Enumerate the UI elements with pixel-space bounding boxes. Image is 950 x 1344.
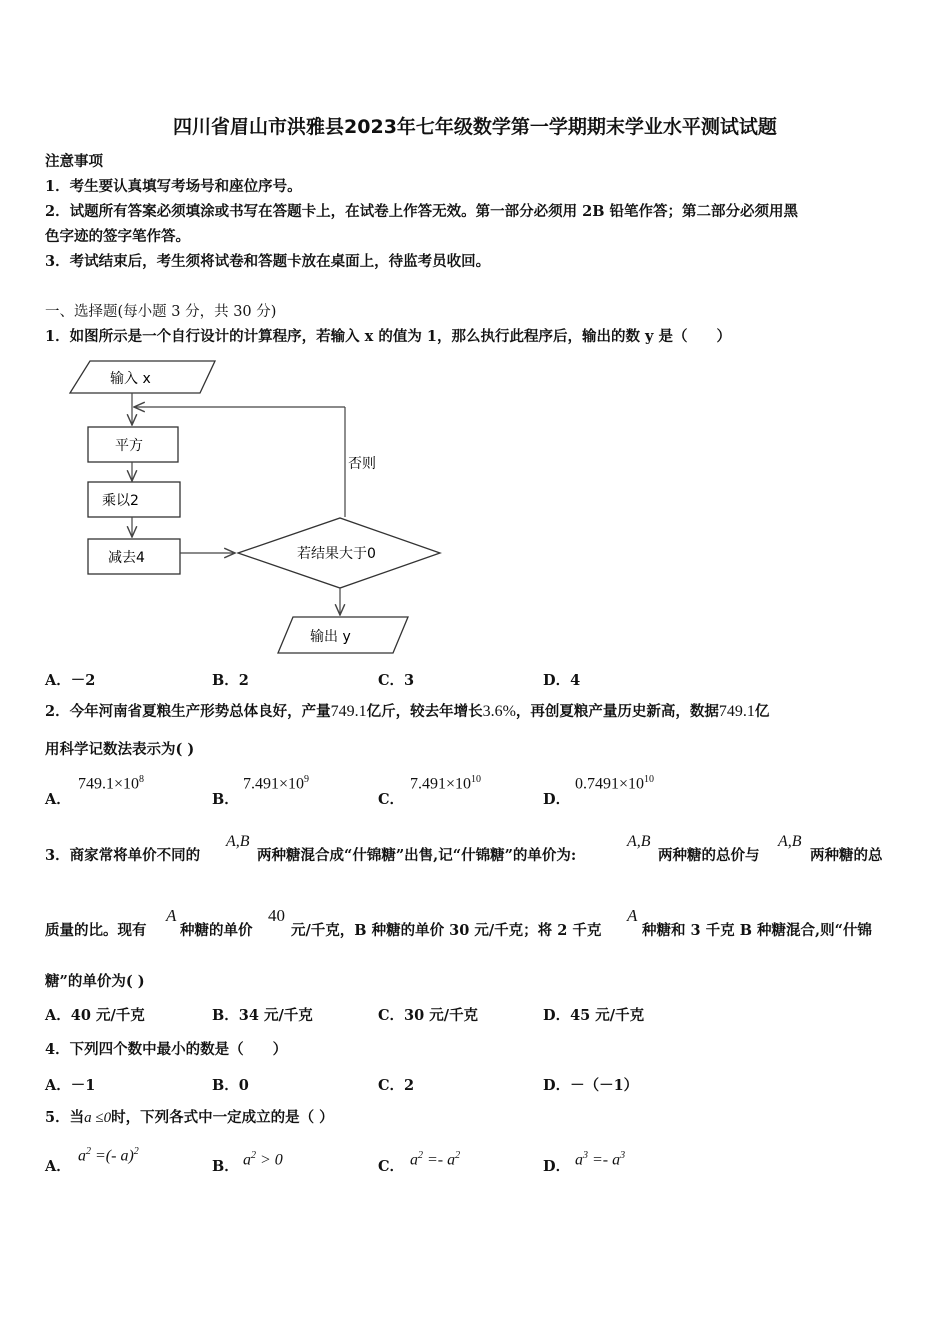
q4-option-b: B．0	[212, 1077, 249, 1094]
q5-a-rhs: =(- a)	[91, 1147, 134, 1165]
q3-text-1: 3．商家常将单价不同的	[45, 847, 201, 864]
q2-option-d-mantissa: 0.7491×10	[575, 775, 645, 793]
q3-price-40: 40	[268, 906, 285, 925]
q2-option-c-label: C．	[378, 791, 405, 808]
q2-stem-text-a: 2．今年河南省夏粮生产形势总体良好，产量	[45, 703, 331, 720]
q3-line2-a: 质量的比。现有	[45, 922, 147, 939]
page-title: 四川省眉山市洪雅县2023年七年级数学第一学期期末学业水平测试试题	[173, 116, 777, 138]
q2-stem-text-b: 亿斤，较去年增长	[366, 703, 483, 720]
q2-option-b-label: B．	[212, 791, 239, 808]
q2-option-d-exp: 10	[644, 774, 655, 785]
q2-option-b-exp: 9	[304, 774, 310, 785]
q2-stem-line2: 用科学记数法表示为( )	[45, 741, 195, 758]
q3-option-b: B．34 元/千克	[212, 1007, 313, 1024]
q3-ab-2: A,B	[627, 833, 651, 850]
q5-option-d-label: D．	[543, 1158, 571, 1175]
q5-b-base: a	[243, 1151, 251, 1169]
q2-option-a-label: A．	[45, 791, 71, 808]
flow-otherwise-label: 否则	[348, 456, 376, 472]
q5-option-a-expr	[78, 1146, 139, 1165]
q3-ab-3: A,B	[778, 833, 802, 850]
q5-d-exp2: 3	[620, 1150, 626, 1161]
q5-option-b-label: B．	[212, 1158, 239, 1175]
q5-option-a-label: A．	[45, 1158, 71, 1175]
q4-option-c: C．2	[378, 1077, 415, 1094]
q5-option-c-expr	[410, 1150, 460, 1169]
q5-d-rhs: =- a	[588, 1151, 621, 1169]
q5-b-exp: 2	[251, 1150, 256, 1161]
q1-flowchart	[60, 355, 450, 665]
notice-item-2-cont: 色字迹的签字笔作答。	[45, 228, 190, 245]
q3-a-symbol-1: A	[166, 906, 177, 925]
q3-line2-b: 种糖的单价	[180, 922, 253, 939]
q3-a-symbol-2: A	[627, 906, 638, 925]
flow-input-label: 输入 x	[110, 371, 151, 387]
q1-option-d: D．4	[543, 672, 581, 689]
q3-option-d: D．45 元/千克	[543, 1007, 645, 1024]
notice-heading: 注意事项	[45, 153, 103, 170]
q5-a-exp1: 2	[86, 1146, 91, 1157]
q2-stem-line1	[45, 702, 769, 722]
q2-stem-text-d: 亿	[754, 703, 770, 720]
q5-option-d-expr	[575, 1150, 625, 1169]
q5-a-exp2: 2	[133, 1146, 139, 1157]
q5-stem-text-b: 时，下列各式中一定成立的是（ ）	[111, 1109, 334, 1126]
q3-text-2: 两种糖混合成“什锦糖”出售,记“什锦糖”的单价为:	[257, 847, 577, 864]
q3-line2-d: 种糖和 3 千克 B 种糖混合,则“什锦	[642, 922, 872, 939]
q5-stem-text-a: 5．当	[45, 1109, 85, 1126]
q5-option-b-expr	[243, 1150, 283, 1169]
q5-a-base: a	[78, 1147, 86, 1165]
q2-option-a-value	[78, 774, 144, 793]
q5-b-rhs: > 0	[256, 1151, 283, 1169]
q2-option-b-mantissa: 7.491×10	[243, 775, 305, 793]
q2-stem-text-c: ，再创夏粮产量历史新高，数据	[515, 703, 719, 720]
q3-line3: 糖”的单价为( )	[45, 973, 145, 990]
q5-d-exp1: 3	[583, 1150, 588, 1161]
notice-item-2: 2．试题所有答案必须填涂或书写在答题卡上，在试卷上作答无效。第一部分必须用 2B 铅笔作答；第二部分必须用黑	[45, 203, 799, 220]
q1-option-c: C．3	[378, 672, 415, 689]
flow-minus4-label: 减去4	[108, 550, 145, 566]
q5-c-rhs: =- a	[423, 1151, 456, 1169]
q4-stem: 4．下列四个数中最小的数是（ ）	[45, 1041, 288, 1058]
q5-option-c-label: C．	[378, 1158, 405, 1175]
flow-square-label: 平方	[115, 438, 143, 454]
notice-item-3: 3．考试结束后，考生须将试卷和答题卡放在桌面上，待监考员收回。	[45, 253, 491, 270]
q5-c-exp1: 2	[418, 1150, 423, 1161]
q5-stem	[45, 1108, 334, 1128]
q5-d-base: a	[575, 1151, 583, 1169]
q4-option-d: D．－（－1）	[543, 1077, 639, 1094]
q2-option-c-mantissa: 7.491×10	[410, 775, 472, 793]
q5-c-base: a	[410, 1151, 418, 1169]
q2-option-b-value	[243, 774, 309, 793]
q2-option-c-exp: 10	[471, 774, 482, 785]
q2-option-c-value	[410, 774, 481, 793]
flow-condition-label: 若结果大于0	[297, 546, 376, 562]
q3-line2-c: 元/千克，B 种糖的单价 30 元/千克；将 2 千克	[291, 922, 602, 939]
q2-option-a-mantissa: 749.1×10	[78, 775, 140, 793]
q3-text-4: 两种糖的总	[810, 847, 883, 864]
flow-times2-label: 乘以2	[102, 493, 139, 509]
flow-output-label: 输出 y	[310, 629, 351, 645]
q2-option-a-exp: 8	[139, 774, 145, 785]
q2-value-production: 749.1	[330, 703, 367, 720]
q4-option-a: A．－1	[45, 1077, 96, 1094]
q1-stem: 1．如图所示是一个自行设计的计算程序，若输入 x 的值为 1，那么执行此程序后，输出的数 y 是（ ）	[45, 328, 731, 345]
q3-option-a: A．40 元/千克	[45, 1007, 145, 1024]
q1-option-a: A．－2	[45, 672, 96, 689]
q2-value-growth: 3.6%	[482, 703, 516, 720]
section-heading: 一、选择题(每小题 3 分，共 30 分)	[45, 304, 277, 320]
q3-ab-1: A,B	[226, 833, 250, 850]
q3-option-c: C．30 元/千克	[378, 1007, 479, 1024]
q1-option-b: B．2	[212, 672, 249, 689]
q3-text-3: 两种糖的总价与	[658, 847, 760, 864]
q5-c-exp2: 2	[455, 1150, 461, 1161]
q2-value-data: 749.1	[718, 703, 755, 720]
notice-item-1: 1．考生要认真填写考场号和座位序号。	[45, 178, 302, 195]
q5-condition: a ≤0	[84, 1110, 112, 1126]
q2-option-d-value	[575, 774, 654, 793]
q2-option-d-label: D．	[543, 791, 571, 808]
